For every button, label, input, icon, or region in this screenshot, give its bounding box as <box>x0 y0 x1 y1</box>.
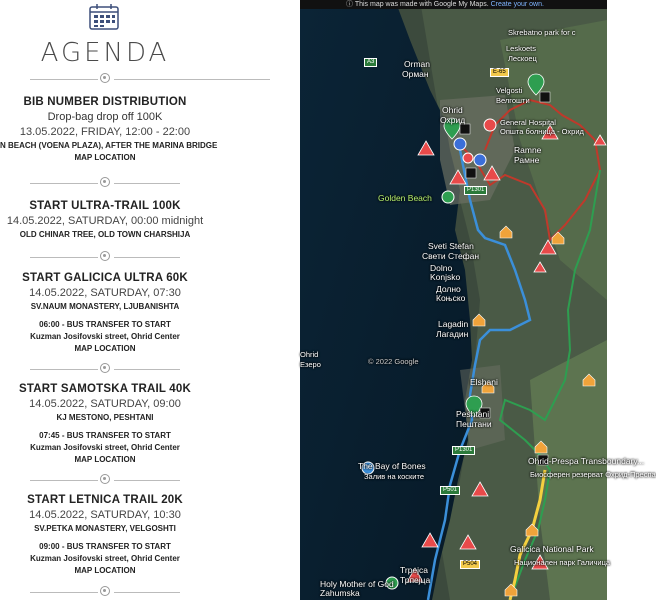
map-location-link[interactable]: MAP LOCATION <box>74 455 136 464</box>
divider <box>30 177 180 189</box>
event-location: SV.PETKA MONASTERY, VELGOSHTI <box>34 524 176 533</box>
road-e65: E-65 <box>490 68 509 77</box>
place-ohrid-prespa-cy: Биосферен резерват Охрид-Преспа <box>530 470 656 479</box>
place-ohrid-cy: Охрид <box>440 115 466 125</box>
event-location: SV.NAUM MONASTERY, LJUBANISHTA <box>30 302 180 311</box>
map-location-link[interactable]: MAP LOCATION <box>74 153 136 162</box>
event-bib-distribution <box>0 96 218 162</box>
place-hospital-cy: Општа болница - Охрид <box>500 127 584 136</box>
bus-transfer: 06:00 - BUS TRANSFER TO START <box>39 320 171 329</box>
place-ramne: Ramne <box>514 145 542 155</box>
event-date: 14.05.2022, SATURDAY, 09:00 <box>29 398 181 410</box>
event-date: 14.05.2022, SATURDAY, 00:00 midnight <box>6 215 204 227</box>
road-p1301-north: P1301 <box>464 186 487 195</box>
place-ohrid-prespa: Ohrid-Prespa Transboundary... <box>528 456 645 466</box>
event-date: 14.05.2022, SATURDAY, 10:30 <box>29 509 181 521</box>
divider <box>30 73 270 85</box>
bus-location: Kuzman Josifovski street, Ohrid Center <box>30 554 180 563</box>
road-p504: P504 <box>460 560 480 569</box>
event-title: BIB NUMBER DISTRIBUTION <box>23 96 187 108</box>
event-location: N BEACH (VOENA PLAZA), AFTER THE MARINA BRIDGE <box>0 141 218 150</box>
place-orman: Orman <box>404 59 430 69</box>
event-location: OLD CHINAR TREE, OLD TOWN CHARSHIJA <box>19 230 191 239</box>
place-trpejca-cy: Трпејца <box>400 575 431 585</box>
event-title: START GALICICA ULTRA 60K <box>22 272 188 284</box>
map-location-link[interactable]: MAP LOCATION <box>74 344 136 353</box>
agenda-panel <box>0 0 300 600</box>
event-start-samotska-40k <box>0 383 210 464</box>
place-galicica: Galicica National Park <box>510 544 594 554</box>
place-trpejca: Trpejca <box>400 565 429 575</box>
road-a3: A3 <box>364 58 377 67</box>
divider <box>30 474 180 486</box>
event-date: 13.05.2022, FRIDAY, 12:00 - 22:00 <box>19 126 191 138</box>
place-ohrid: Ohrid <box>442 105 463 115</box>
hospital-icon <box>484 119 496 131</box>
bus-location: Kuzman Josifovski street, Ohrid Center <box>30 443 180 452</box>
place-lake: Ohrid <box>300 350 319 359</box>
info-icon: ⓘ <box>346 1 355 8</box>
divider <box>30 251 180 263</box>
map-banner: ⓘ This map was made with Google My Maps. Create your own. <box>300 0 607 9</box>
divider <box>30 363 180 375</box>
event-start-ultra-100k <box>0 200 210 239</box>
place-lagadin-cy: Лагадин <box>436 329 469 339</box>
place-dolno-konjsko-cy: Долно Коњско <box>436 284 466 303</box>
event-date: 14.05.2022, SATURDAY, 07:30 <box>29 287 181 299</box>
place-lagadin: Lagadin <box>438 319 469 329</box>
event-title: START ULTRA-TRAIL 100K <box>29 200 181 212</box>
bus-transfer: 07:45 - BUS TRANSFER TO START <box>39 431 171 440</box>
place-sveti-stefan-cy: Свети Стефан <box>422 251 480 261</box>
place-bay-of-bones-cy: Залив на коските <box>364 472 425 481</box>
place-peshtani-cy: Пештани <box>456 419 492 429</box>
place-elshani: Elshani <box>470 377 498 387</box>
place-peshtani: Peshtani <box>456 409 490 419</box>
road-p501: P501 <box>440 486 460 495</box>
place-velgosti: Velgosti <box>496 86 523 95</box>
place-skrebatno: Skrebatno park for c <box>508 28 576 37</box>
event-title: START LETNICA TRAIL 20K <box>27 494 183 506</box>
place-orman-cy: Орман <box>402 69 429 79</box>
agenda-title: AGENDA <box>40 38 170 68</box>
event-subtitle: Drop-bag drop off 100K <box>47 111 163 123</box>
place-velgosti-cy: Велгошти <box>496 96 530 105</box>
place-sveti-stefan: Sveti Stefan <box>428 241 474 251</box>
event-start-letnica-20k <box>0 494 210 575</box>
beach-icon <box>442 191 454 203</box>
place-holy-mother: Holy Mother of God Zahumska <box>320 579 394 598</box>
place-lake-cy: Езеро <box>300 360 321 369</box>
place-leskoets: Leskoets <box>506 44 537 53</box>
place-bay-of-bones: The Bay of Bones <box>358 461 426 471</box>
create-your-own-link[interactable]: Create your own. <box>490 1 544 8</box>
event-start-galicica-60k <box>0 272 210 353</box>
place-hospital: General Hospital <box>500 118 556 127</box>
map-location-link[interactable]: MAP LOCATION <box>74 566 136 575</box>
event-location: KJ MESTONO, PESHTANI <box>56 413 154 422</box>
calendar-icon <box>89 4 119 30</box>
place-galicica-cy: Национален парк Галичица <box>514 558 611 567</box>
embedded-map[interactable] <box>300 0 656 600</box>
place-dolno-konjsko: Dolno Konjsko <box>430 263 461 282</box>
place-leskoets-cy: Лескоец <box>508 54 537 63</box>
place-ramne-cy: Рамне <box>514 155 540 165</box>
road-p1301-south: P1301 <box>452 446 475 455</box>
event-title: START SAMOTSKA TRAIL 40K <box>19 383 191 395</box>
bus-transfer: 09:00 - BUS TRANSFER TO START <box>39 542 171 551</box>
divider <box>30 586 180 598</box>
bus-location: Kuzman Josifovski street, Ohrid Center <box>30 332 180 341</box>
map-watermark: © 2022 Google <box>368 357 419 366</box>
place-golden-beach: Golden Beach <box>378 193 432 203</box>
